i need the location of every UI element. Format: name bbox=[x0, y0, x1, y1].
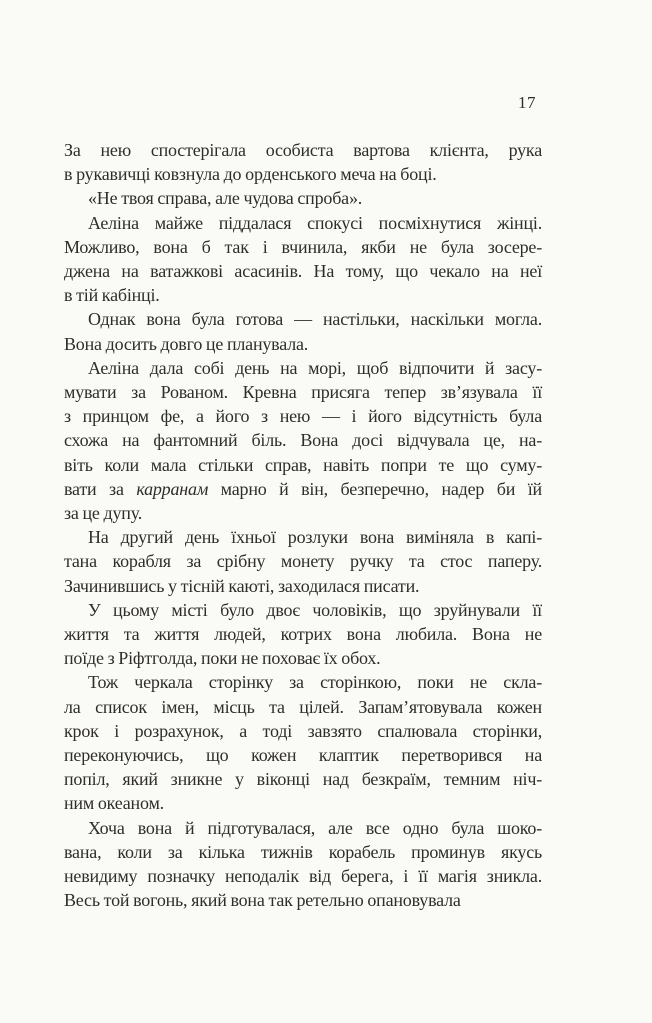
text-segment: тана корабля за срібну монету ручку та стос паперу. bbox=[64, 551, 542, 572]
text-line bbox=[64, 791, 542, 815]
text-line bbox=[64, 138, 542, 162]
text-line bbox=[64, 307, 542, 331]
page-number: 17 bbox=[518, 93, 536, 112]
text-segment: Вона досить довго це планувала. bbox=[64, 333, 309, 354]
text-line bbox=[64, 646, 542, 670]
text-segment: вати за bbox=[64, 478, 137, 499]
text-segment: Тож черкала сторінку за сторінкою, поки не скла- bbox=[88, 672, 542, 693]
text-line bbox=[64, 404, 542, 428]
text-line bbox=[64, 235, 542, 259]
text-segment: життя та життя людей, котрих вона любила. Вона не bbox=[64, 624, 542, 645]
text-segment: У цьому місті було двоє чоловіків, що зруйнували її bbox=[88, 599, 542, 620]
text-segment: мувати за Рованом. Кревна присяга тепер зв’язувала її bbox=[64, 382, 542, 403]
text-segment: попіл, який зникне у віконці над безкраїм, темним ніч- bbox=[64, 769, 542, 790]
text-segment: ла список імен, місць та цілей. Запам’ятовувала кожен bbox=[64, 696, 542, 717]
text-line bbox=[64, 356, 542, 380]
text-line bbox=[64, 840, 542, 864]
text-line bbox=[64, 670, 542, 694]
text-segment: ним океаном. bbox=[64, 793, 164, 814]
text-line bbox=[64, 864, 542, 888]
text-line bbox=[64, 501, 542, 525]
text-line bbox=[64, 767, 542, 791]
text-segment: крок і розрахунок, а тоді завзято спалювала сторінки, bbox=[64, 720, 542, 741]
text-line bbox=[64, 283, 542, 307]
italic-term: карранам bbox=[136, 478, 209, 499]
text-line bbox=[64, 888, 542, 912]
text-line bbox=[64, 695, 542, 719]
text-segment: вана, коли за кілька тижнів корабель проминув якусь bbox=[64, 841, 542, 862]
text-line bbox=[64, 525, 542, 549]
text-line bbox=[64, 549, 542, 573]
text-segment: За нею спостерігала особиста вартова клієнта, рука bbox=[64, 140, 542, 160]
text-line bbox=[64, 719, 542, 743]
text-segment: марно й він, безперечно, надер би їй bbox=[208, 478, 542, 499]
text-line bbox=[64, 162, 542, 186]
text-line bbox=[64, 477, 542, 501]
text-line bbox=[64, 598, 542, 622]
text-segment: в тій кабінці. bbox=[64, 285, 160, 306]
text-line bbox=[64, 453, 542, 477]
text-line bbox=[64, 816, 542, 840]
text-segment: Аеліна майже піддалася спокусі посміхнутися жінці. bbox=[88, 212, 542, 233]
text-line bbox=[64, 622, 542, 646]
text-segment: Однак вона була готова — настільки, наскільки могла. bbox=[88, 309, 542, 330]
text-segment: На другий день їхньої розлуки вона виміняла в капі- bbox=[88, 527, 542, 548]
text-line bbox=[64, 574, 542, 598]
page-body bbox=[64, 138, 542, 913]
text-segment: поїде з Ріфтголда, поки не поховає їх обох. bbox=[64, 648, 381, 669]
text-segment: схожа на фантомний біль. Вона досі відчувала це, на- bbox=[64, 430, 542, 451]
text-line bbox=[64, 332, 542, 356]
text-line bbox=[64, 743, 542, 767]
text-line bbox=[64, 259, 542, 283]
text-segment: Весь той вогонь, який вона так ретельно опановувала bbox=[64, 890, 461, 911]
text-segment: Зачинившись у тісній каюті, заходилася писати. bbox=[64, 575, 420, 596]
text-segment: невидиму позначку неподалік від берега, і її магія зникла. bbox=[64, 866, 542, 887]
text-segment: за це дупу. bbox=[64, 503, 143, 524]
text-segment: переконуючись, що кожен клаптик перетворився на bbox=[64, 745, 542, 766]
text-line bbox=[64, 186, 542, 210]
text-segment: віть коли мала стільки справ, навіть попри те що суму- bbox=[64, 454, 542, 475]
text-line bbox=[64, 428, 542, 452]
text-line bbox=[64, 211, 542, 235]
text-segment: Аеліна дала собі день на морі, щоб відпочити й засу- bbox=[88, 357, 542, 378]
text-segment: з принцом фе, а його з нею — і його відсутність була bbox=[64, 406, 542, 427]
text-segment: в рукавичці ковзнула до орденського меча на боці. bbox=[64, 164, 437, 185]
text-line bbox=[64, 380, 542, 404]
text-segment: Хоча вона й підготувалася, але все одно була шоко- bbox=[88, 817, 542, 838]
text-segment: джена на ватажкові асасинів. На тому, що чекало на неї bbox=[64, 261, 542, 282]
text-segment: «Не твоя справа, але чудова спроба». bbox=[88, 188, 363, 209]
text-segment: Можливо, вона б так і вчинила, якби не була зосере- bbox=[64, 236, 542, 257]
